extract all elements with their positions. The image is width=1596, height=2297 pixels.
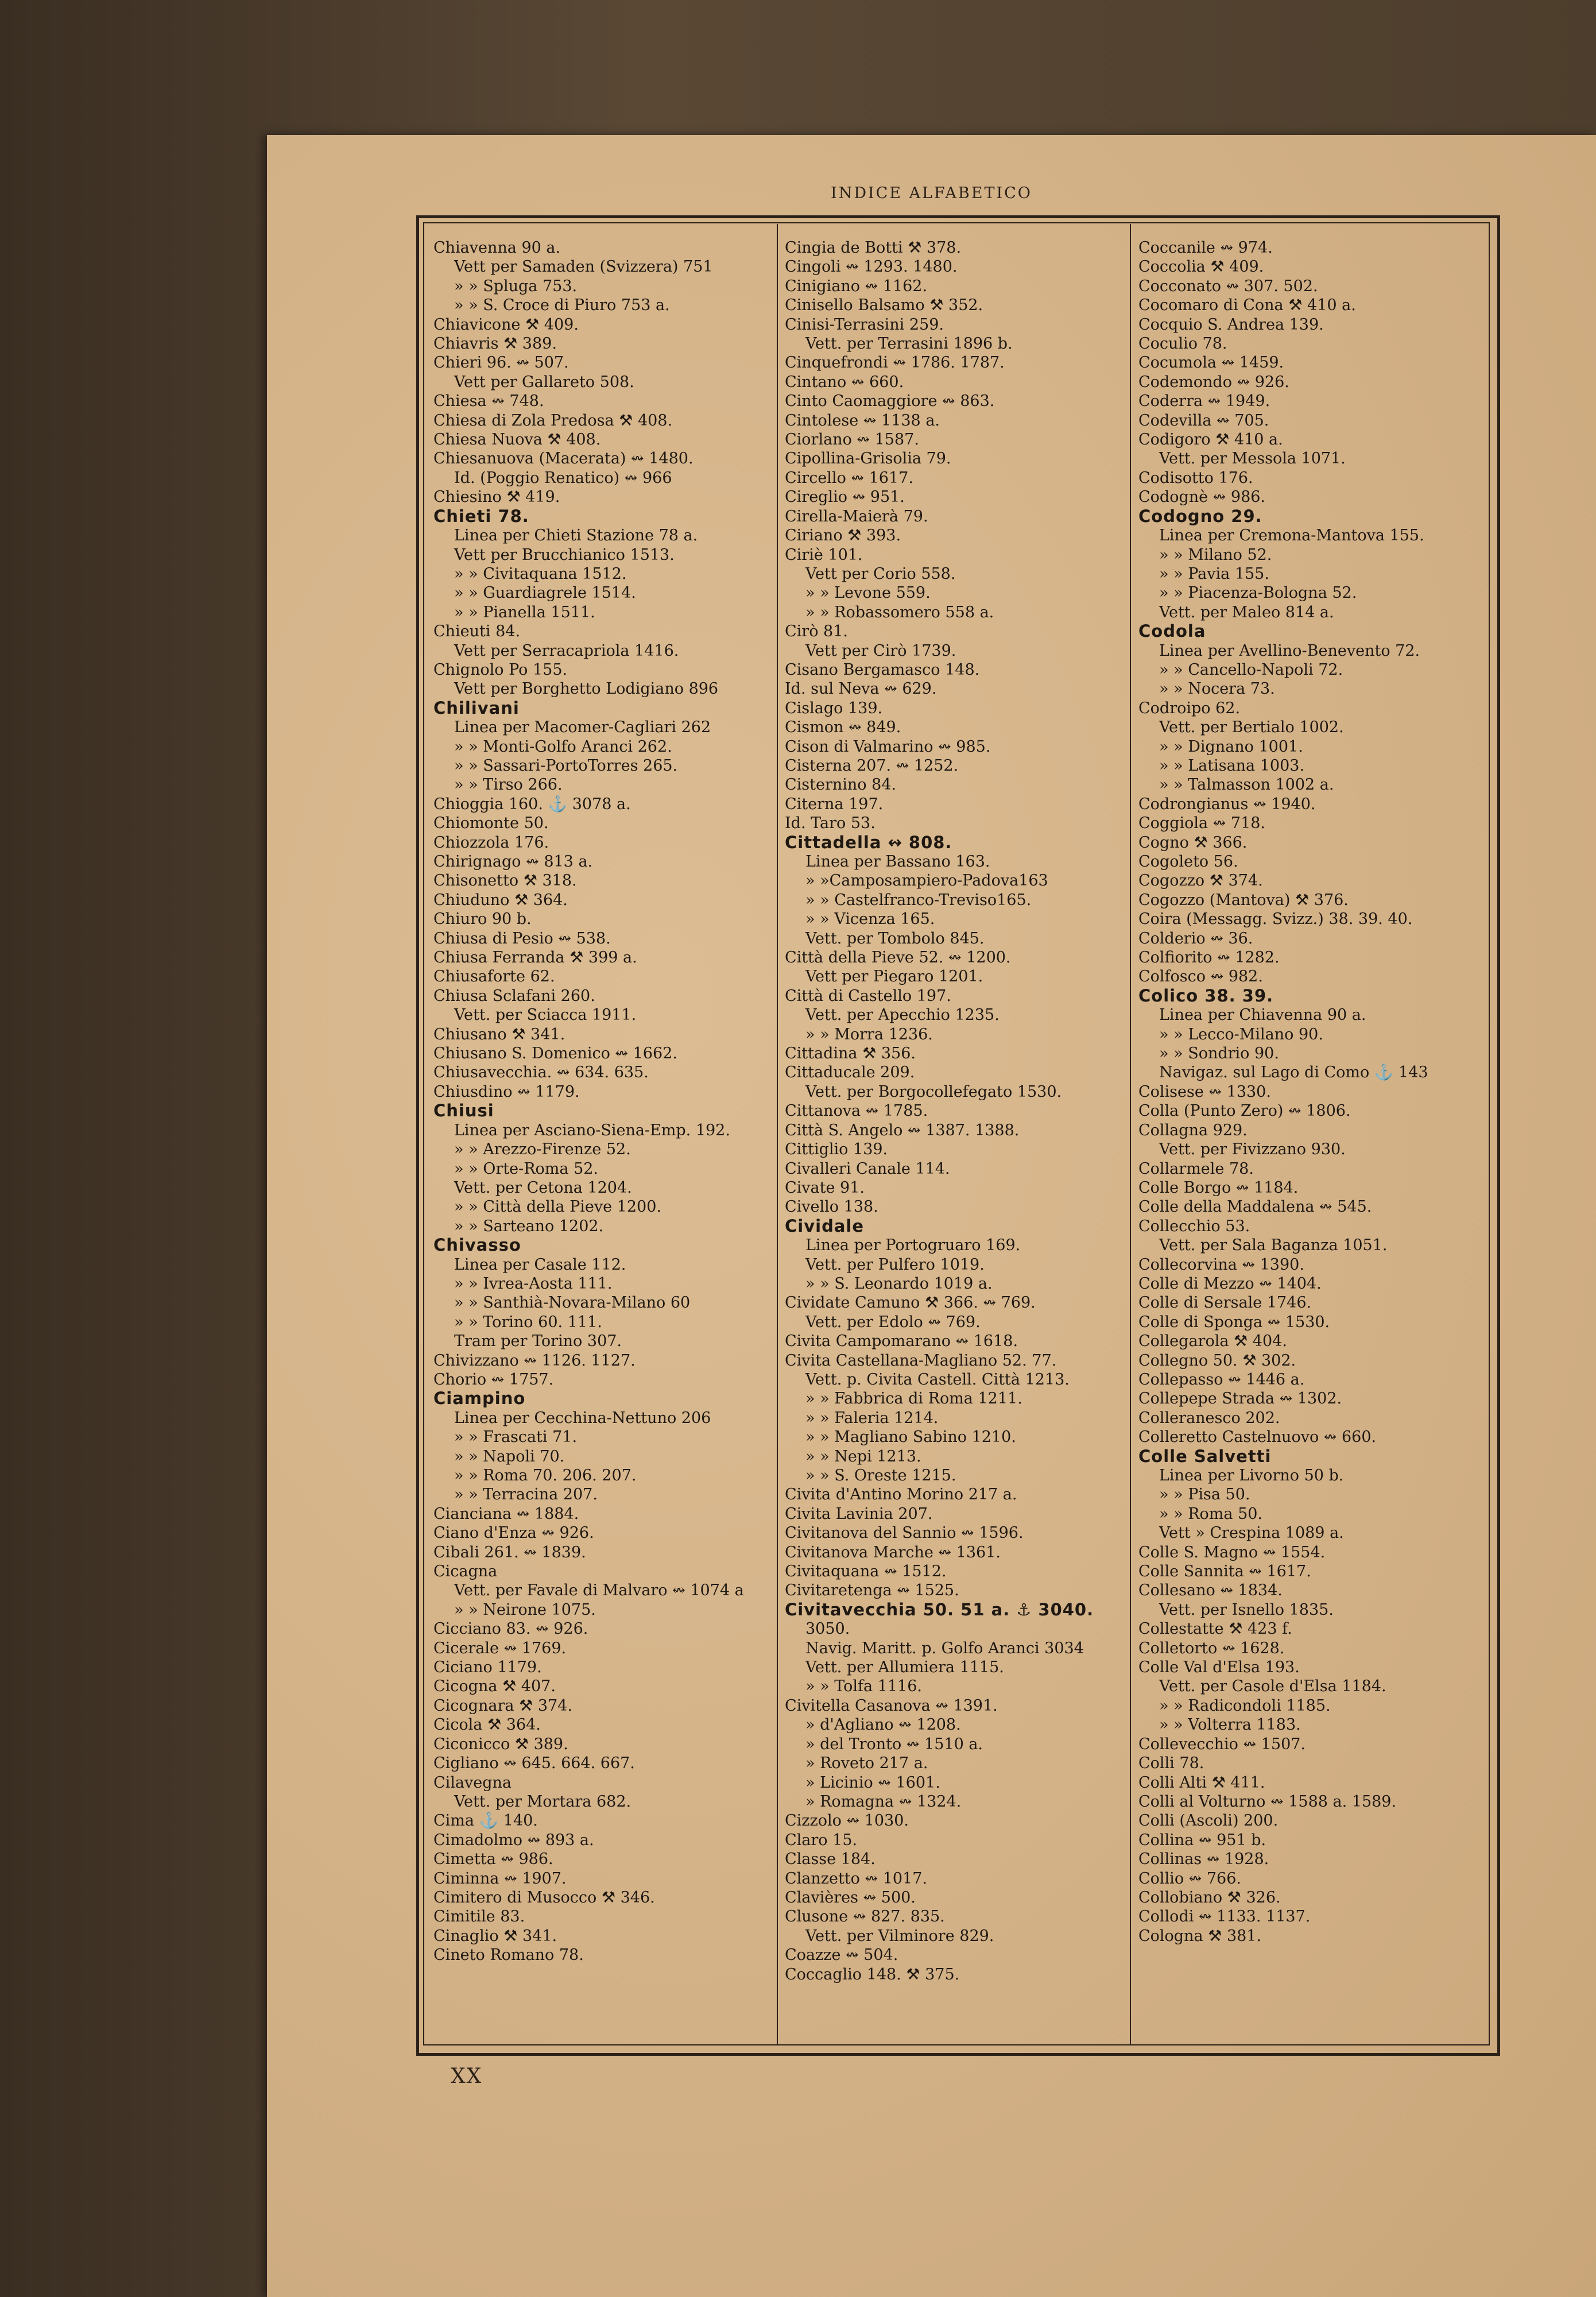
index-entry: Collepepe Strada ↭ 1302. (1138, 1390, 1342, 1408)
index-entry: Cima ⚓ 140. (433, 1812, 538, 1830)
index-entry: Colle di Sponga ↭ 1530. (1138, 1313, 1330, 1331)
index-entry: Ciminna ↭ 1907. (433, 1869, 567, 1888)
index-entry: Classe 184. (785, 1850, 876, 1869)
index-entry: Cocumola ↭ 1459. (1138, 354, 1284, 372)
index-entry: Cinaglio ⚒ 341. (433, 1927, 557, 1945)
index-entry: Vett. per Terrasini 1896 b. (805, 335, 1013, 353)
index-entry: Chiomonte 50. (433, 814, 549, 833)
index-entry: Navig. Maritt. p. Golfo Aranci 3034 (805, 1639, 1084, 1657)
index-entry: Coculio 78. (1138, 335, 1227, 353)
index-entry: Vett. p. Civita Castell. Città 1213. (805, 1370, 1070, 1389)
index-entry: Cinigiano ↭ 1162. (785, 277, 928, 295)
index-heading-entry: Cividale (785, 1216, 865, 1236)
index-page (267, 135, 1596, 2297)
index-entry: Vett. per Allumiera 1115. (805, 1658, 1004, 1677)
index-entry: Cintano ↭ 660. (785, 373, 904, 391)
index-entry: Colle di Mezzo ↭ 1404. (1138, 1274, 1322, 1293)
index-entry: » » Milano 52. (1159, 546, 1272, 564)
index-entry: Chiusano S. Domenico ↭ 1662. (433, 1045, 677, 1063)
index-entry: Cimitero di Musocco ⚒ 346. (433, 1888, 655, 1907)
index-entry: Vett. per Edolo ↭ 769. (805, 1313, 981, 1331)
index-entry: Collagna 929. (1138, 1121, 1248, 1139)
index-entry: Civita Campomarano ↭ 1618. (785, 1332, 1018, 1351)
index-entry: » » Radicondoli 1185. (1159, 1696, 1331, 1715)
index-entry: » » Talmasson 1002 a. (1159, 776, 1334, 794)
index-entry: Vett per Samaden (Svizzera) 751 (454, 258, 713, 276)
index-entry: Collodi ↭ 1133. 1137. (1138, 1908, 1311, 1926)
index-entry: Linea per Portogruaro 169. (805, 1236, 1021, 1255)
index-entry: Chiesa di Zola Predosa ⚒ 408. (433, 411, 673, 430)
index-entry: Chisonetto ⚒ 318. (433, 872, 577, 890)
index-entry: Codemondo ↭ 926. (1138, 373, 1289, 391)
index-entry: Clavières ↭ 500. (785, 1888, 916, 1907)
index-entry: Cividate Camuno ⚒ 366. ↭ 769. (785, 1294, 1036, 1312)
index-entry: Vett. per Apecchio 1235. (805, 1006, 1000, 1024)
index-entry: Vett. per Bertialo 1002. (1159, 718, 1344, 737)
index-entry: Cimetta ↭ 986. (433, 1850, 553, 1869)
index-entry: Vett. per Maleo 814 a. (1159, 603, 1334, 621)
index-entry: Vett. per Favale di Malvaro ↭ 1074 a (454, 1581, 744, 1600)
index-heading-entry: Civitavecchia 50. 51 a. ⚓ 3040. (785, 1600, 1094, 1619)
index-entry: Collio ↭ 766. (1138, 1869, 1241, 1888)
index-entry: Cicogna ⚒ 407. (433, 1677, 556, 1696)
index-entry: Cinisello Balsamo ⚒ 352. (785, 296, 983, 315)
index-entry: Chirignago ↭ 813 a. (433, 853, 593, 871)
index-entry: Colle Val d'Elsa 193. (1138, 1658, 1300, 1677)
index-entry: Vett per Corio 558. (805, 564, 956, 583)
index-entry: Città S. Angelo ↭ 1387. 1388. (785, 1121, 1020, 1139)
index-entry: » » Nepi 1213. (805, 1447, 921, 1465)
index-entry: Vett. per Mortara 682. (454, 1792, 632, 1811)
index-entry: » d'Agliano ↭ 1208. (805, 1716, 961, 1734)
index-entry: Colle S. Magno ↭ 1554. (1138, 1543, 1326, 1561)
index-entry: Cinto Caomaggiore ↭ 863. (785, 392, 995, 411)
index-entry: Colla (Punto Zero) ↭ 1806. (1138, 1102, 1351, 1120)
index-entry: Chiusa Sclafani 260. (433, 987, 595, 1005)
index-entry: Linea per Chiavenna 90 a. (1159, 1006, 1366, 1024)
index-entry: » » Lecco-Milano 90. (1159, 1025, 1323, 1043)
index-entry: Cipollina-Grisolia 79. (785, 450, 951, 468)
index-entry: Cocquio S. Andrea 139. (1138, 315, 1324, 334)
index-entry: Civalleri Canale 114. (785, 1159, 950, 1178)
index-entry: » » Frascati 71. (454, 1428, 578, 1447)
index-entry: Ciano d'Enza ↭ 926. (433, 1524, 594, 1542)
index-entry: Cislago 139. (785, 699, 883, 717)
index-heading-entry: Cittadella ↭ 808. (785, 833, 952, 852)
index-entry: Chiesa Nuova ⚒ 408. (433, 431, 601, 449)
index-entry: Cogno ⚒ 366. (1138, 833, 1248, 852)
index-entry: Civitaquana ↭ 1512. (785, 1563, 947, 1581)
index-entry: » » Pisa 50. (1159, 1486, 1250, 1504)
index-entry: Colfosco ↭ 982. (1138, 968, 1263, 986)
index-entry: Collesano ↭ 1834. (1138, 1581, 1283, 1600)
index-entry: Codisotto 176. (1138, 469, 1253, 487)
index-entry: Vett per Cirò 1739. (805, 641, 956, 660)
index-entry: Cisterna 207. ↭ 1252. (785, 756, 959, 775)
index-entry: » » Dignano 1001. (1159, 737, 1303, 756)
index-entry: Linea per Cecchina-Nettuno 206 (454, 1409, 711, 1427)
index-entry: Ciconicco ⚒ 389. (433, 1735, 568, 1753)
index-entry: Linea per Macomer-Cagliari 262 (454, 718, 711, 737)
index-column-3 (1138, 238, 1477, 2036)
index-entry: Colli 78. (1138, 1754, 1204, 1773)
index-entry: Chignolo Po 155. (433, 660, 568, 679)
index-entry: » Romagna ↭ 1324. (805, 1792, 962, 1811)
index-entry: Colletorto ↭ 1628. (1138, 1639, 1285, 1657)
index-entry: Vett. per Fivizzano 930. (1159, 1140, 1346, 1159)
index-entry: Chiusano ⚒ 341. (433, 1025, 565, 1043)
index-entry: » » S. Croce di Piuro 753 a. (454, 296, 670, 315)
index-entry: Cittadina ⚒ 356. (785, 1045, 916, 1063)
index-entry: Linea per Chieti Stazione 78 a. (454, 527, 698, 545)
index-entry: Civate 91. (785, 1178, 865, 1197)
index-entry: Coderra ↭ 1949. (1138, 392, 1270, 411)
index-entry: » » Arezzo-Firenze 52. (454, 1140, 631, 1159)
index-entry: » » Spluga 753. (454, 277, 578, 295)
index-entry: Collobiano ⚒ 326. (1138, 1888, 1281, 1907)
column-divider-1 (777, 224, 778, 2044)
index-entry: Codroipo 62. (1138, 699, 1241, 717)
index-entry: » » Tirso 266. (454, 776, 563, 794)
index-entry: Cisternino 84. (785, 776, 897, 794)
index-entry: Cismon ↭ 849. (785, 718, 901, 737)
index-entry: Colisese ↭ 1330. (1138, 1082, 1271, 1101)
index-entry: Clanzetto ↭ 1017. (785, 1869, 928, 1888)
index-entry: Chiusa Ferranda ⚒ 399 a. (433, 949, 637, 967)
index-entry: Colle Sannita ↭ 1617. (1138, 1563, 1311, 1581)
index-entry: Coira (Messagg. Svizz.) 38. 39. 40. (1138, 910, 1413, 929)
index-heading-entry: Chiusi (433, 1101, 494, 1121)
index-entry: Città della Pieve 52. ↭ 1200. (785, 949, 1011, 967)
index-entry: Colle della Maddalena ↭ 545. (1138, 1198, 1372, 1216)
index-entry: » » Neirone 1075. (454, 1600, 596, 1619)
index-entry: » » Terracina 207. (454, 1486, 598, 1504)
index-entry: Coccolia ⚒ 409. (1138, 258, 1264, 276)
index-entry: Id. (Poggio Renatico) ↭ 966 (454, 469, 672, 487)
index-entry: » » Cancello-Napoli 72. (1159, 660, 1343, 679)
index-entry: Cogoleto 56. (1138, 853, 1238, 871)
index-entry: Colle di Sersale 1746. (1138, 1294, 1312, 1312)
index-entry: Chiavris ⚒ 389. (433, 335, 557, 353)
index-entry: » » Sarteano 1202. (454, 1217, 604, 1235)
index-entry: Cittanova ↭ 1785. (785, 1102, 928, 1120)
index-entry: Chiusdino ↭ 1179. (433, 1082, 580, 1101)
index-entry: Collarmele 78. (1138, 1159, 1254, 1178)
index-entry: Vett per Brucchianico 1513. (454, 546, 675, 564)
index-entry: Vett. per Messola 1071. (1159, 450, 1346, 468)
index-entry: » » Guardiagrele 1514. (454, 584, 636, 602)
index-entry: » »Camposampiero-Padova163 (805, 872, 1048, 890)
index-entry: Colderio ↭ 36. (1138, 929, 1253, 948)
index-entry: » » Volterra 1183. (1159, 1716, 1301, 1734)
index-entry: » del Tronto ↭ 1510 a. (805, 1735, 983, 1753)
index-entry: Cittaducale 209. (785, 1064, 915, 1082)
index-entry: Cittiglio 139. (785, 1140, 888, 1159)
index-entry: Chieri 96. ↭ 507. (433, 354, 569, 372)
index-entry: Cinquefrondi ↭ 1786. 1787. (785, 354, 1005, 372)
index-entry: Cingia de Botti ⚒ 378. (785, 239, 962, 257)
index-entry: » » Sondrio 90. (1159, 1045, 1279, 1063)
index-entry: Chorio ↭ 1757. (433, 1370, 554, 1389)
index-entry: Chiuro 90 b. (433, 910, 532, 929)
index-entry: Chiusa di Pesio ↭ 538. (433, 929, 611, 948)
index-entry: Codigoro ⚒ 410 a. (1138, 431, 1283, 449)
index-entry: Codognè ↭ 986. (1138, 488, 1266, 506)
index-entry: » » Sassari-PortoTorres 265. (454, 756, 678, 775)
index-entry: » » S. Leonardo 1019 a. (805, 1274, 993, 1293)
index-entry: » » Città della Pieve 1200. (454, 1198, 661, 1216)
index-entry: » » Pianella 1511. (454, 603, 595, 621)
index-entry: Cizzolo ↭ 1030. (785, 1812, 909, 1830)
index-entry: Cirò 81. (785, 622, 848, 641)
index-entry: Chiavicone ⚒ 409. (433, 315, 579, 334)
index-heading-entry: Codola (1138, 622, 1206, 641)
index-entry: Cicola ⚒ 364. (433, 1716, 541, 1734)
index-entry: Collegarola ⚒ 404. (1138, 1332, 1287, 1351)
index-entry: Cison di Valmarino ↭ 985. (785, 737, 991, 756)
index-entry: Città di Castello 197. (785, 987, 951, 1005)
index-entry: Linea per Livorno 50 b. (1159, 1467, 1344, 1484)
index-entry: Chiesanuova (Macerata) ↭ 1480. (433, 450, 694, 468)
index-entry: Cintolese ↭ 1138 a. (785, 411, 940, 430)
index-entry: Cicagna (433, 1563, 498, 1581)
index-entry: » » Roma 50. (1159, 1505, 1263, 1523)
index-entry: Vett per Borghetto Lodigiano 896 (454, 680, 719, 698)
index-entry: Chiusavecchia. ↭ 634. 635. (433, 1064, 649, 1082)
index-entry: Colfiorito ↭ 1282. (1138, 949, 1280, 967)
index-entry: » » Pavia 155. (1159, 564, 1269, 583)
index-entry: » » Civitaquana 1512. (454, 564, 627, 583)
index-entry: Cimitile 83. (433, 1908, 525, 1926)
index-heading-entry: Chivasso (433, 1236, 521, 1255)
index-heading-entry: Chieti 78. (433, 506, 529, 526)
index-entry: Chiozzola 176. (433, 833, 549, 852)
index-entry: Navigaz. sul Lago di Como ⚓ 143 (1159, 1064, 1428, 1082)
index-entry: Cocconato ↭ 307. 502. (1138, 277, 1318, 295)
index-entry: Vett. per Cetona 1204. (454, 1178, 632, 1197)
index-entry: » » S. Oreste 1215. (805, 1467, 956, 1484)
index-entry: » » Fabbrica di Roma 1211. (805, 1390, 1022, 1408)
index-entry: Cologna ⚒ 381. (1138, 1927, 1262, 1945)
index-entry: Ciorlano ↭ 1587. (785, 431, 919, 449)
index-entry: » Licinio ↭ 1601. (805, 1773, 940, 1792)
index-entry: Civitella Casanova ↭ 1391. (785, 1696, 998, 1715)
index-heading-entry: Codogno 29. (1138, 506, 1262, 526)
index-entry: » » Faleria 1214. (805, 1409, 939, 1427)
index-entry: » » Tolfa 1116. (805, 1677, 922, 1696)
index-entry: Collecorvina ↭ 1390. (1138, 1255, 1304, 1274)
index-entry: Vett. per Isnello 1835. (1159, 1600, 1334, 1619)
index-entry: Colleranesco 202. (1138, 1409, 1280, 1427)
page-header: INDICE ALFABETICO (831, 184, 1032, 202)
index-entry: Cirella-Maierà 79. (785, 507, 928, 525)
index-entry: Chiesa ↭ 748. (433, 392, 544, 411)
index-entry: » » Santhià-Novara-Milano 60 (454, 1294, 691, 1312)
index-entry: Cicerale ↭ 1769. (433, 1639, 567, 1657)
index-entry: » » Robassomero 558 a. (805, 603, 994, 621)
index-entry: Chieuti 84. (433, 622, 521, 641)
index-entry: » » Monti-Golfo Aranci 262. (454, 737, 672, 756)
index-entry: » Roveto 217 a. (805, 1754, 928, 1773)
index-entry: Cogozzo ⚒ 374. (1138, 872, 1263, 890)
index-entry: Citerna 197. (785, 795, 884, 813)
index-entry: Vett. per Vilminore 829. (805, 1927, 994, 1945)
index-entry: Cibali 261. ↭ 1839. (433, 1543, 586, 1561)
index-entry: » » Napoli 70. (454, 1447, 565, 1465)
index-entry: Cireglio ↭ 951. (785, 488, 905, 506)
index-entry: Vett » Crespina 1089 a. (1159, 1524, 1344, 1542)
page-number: XX (451, 2064, 483, 2088)
index-entry: Cinisi-Terrasini 259. (785, 315, 944, 334)
index-entry: Chivizzano ↭ 1126. 1127. (433, 1351, 636, 1370)
index-entry: Coccanile ↭ 974. (1138, 239, 1273, 257)
index-entry: Cingoli ↭ 1293. 1480. (785, 258, 958, 276)
index-heading-entry: Colico 38. 39. (1138, 986, 1274, 1006)
index-entry: Vett per Piegaro 1201. (805, 968, 983, 986)
index-entry: » » Magliano Sabino 1210. (805, 1428, 1016, 1447)
index-entry: Ciciano 1179. (433, 1658, 542, 1677)
index-entry: Coccaglio 148. ⚒ 375. (785, 1965, 960, 1983)
index-entry: Vett per Serracapriola 1416. (454, 641, 679, 660)
index-column-2 (785, 238, 1124, 2036)
index-entry: Linea per Avellino-Benevento 72. (1159, 641, 1420, 660)
index-entry: Civello 138. (785, 1198, 878, 1216)
index-entry: Linea per Bassano 163. (805, 853, 990, 871)
index-entry: Collestatte ⚒ 423 f. (1138, 1620, 1292, 1638)
index-entry: Chiusaforte 62. (433, 968, 555, 986)
index-column-1 (433, 238, 772, 2036)
index-entry: Claro 15. (785, 1831, 858, 1849)
index-entry: Circello ↭ 1617. (785, 469, 913, 487)
index-entry: Colli Alti ⚒ 411. (1138, 1773, 1265, 1792)
index-entry: Ciriano ⚒ 393. (785, 527, 901, 545)
index-entry: » » Latisana 1003. (1159, 756, 1305, 775)
index-entry: » » Orte-Roma 52. (454, 1159, 599, 1178)
index-entry: Vett. per Tombolo 845. (805, 929, 985, 948)
index-entry: Vett per Gallareto 508. (454, 373, 634, 391)
index-entry: » » Morra 1236. (805, 1025, 933, 1043)
index-entry: Collegno 50. ⚒ 302. (1138, 1351, 1296, 1370)
index-entry: Vett. per Sala Baganza 1051. (1159, 1236, 1388, 1255)
index-entry: » » Piacenza-Bologna 52. (1159, 584, 1357, 602)
index-entry: Collevecchio ↭ 1507. (1138, 1735, 1306, 1753)
index-entry: Civita Castellana-Magliano 52. 77. (785, 1351, 1057, 1370)
index-entry: Colle Borgo ↭ 1184. (1138, 1178, 1299, 1197)
index-entry: 3050. (805, 1620, 850, 1638)
index-entry: Cilavegna (433, 1773, 512, 1792)
index-entry: Clusone ↭ 827. 835. (785, 1908, 945, 1926)
index-heading-entry: Colle Salvetti (1138, 1447, 1272, 1466)
index-entry: Cisano Bergamasco 148. (785, 660, 980, 679)
index-entry: Civita Lavinia 207. (785, 1505, 933, 1523)
index-entry: Linea per Asciano-Siena-Emp. 192. (454, 1121, 730, 1139)
index-entry: » » Torino 60. 111. (454, 1313, 602, 1331)
index-entry: Cigliano ↭ 645. 664. 667. (433, 1754, 635, 1773)
column-divider-2 (1130, 224, 1131, 2044)
index-entry: Cogozzo (Mantova) ⚒ 376. (1138, 891, 1349, 909)
index-entry: Chiavenna 90 a. (433, 239, 561, 257)
index-entry: Id. Taro 53. (785, 814, 876, 833)
index-entry: Cocomaro di Cona ⚒ 410 a. (1138, 296, 1356, 315)
index-entry: Chiuduno ⚒ 364. (433, 891, 568, 909)
index-entry: Cineto Romano 78. (433, 1946, 584, 1965)
index-entry: Collecchio 53. (1138, 1217, 1250, 1235)
index-entry: » » Ivrea-Aosta 111. (454, 1274, 613, 1293)
index-entry: » » Nocera 73. (1159, 680, 1275, 698)
index-entry: Linea per Casale 112. (454, 1255, 626, 1274)
index-entry: Cicciano 83. ↭ 926. (433, 1620, 588, 1638)
index-entry: Civitaretenga ↭ 1525. (785, 1581, 959, 1600)
index-entry: Chiesino ⚒ 419. (433, 488, 560, 506)
index-entry: Linea per Cremona-Mantova 155. (1159, 527, 1424, 545)
index-entry: Vett. per Sciacca 1911. (454, 1006, 637, 1024)
index-entry: Civitanova Marche ↭ 1361. (785, 1543, 1001, 1561)
index-entry: » » Levone 559. (805, 584, 931, 602)
index-entry: Collepasso ↭ 1446 a. (1138, 1370, 1305, 1389)
index-heading-entry: Ciampino (433, 1389, 526, 1409)
index-entry: Vett. per Borgocollefegato 1530. (805, 1082, 1062, 1101)
index-entry: Colli al Volturno ↭ 1588 a. 1589. (1138, 1792, 1397, 1811)
index-entry: Civita d'Antino Morino 217 a. (785, 1486, 1017, 1504)
index-entry: Collinas ↭ 1928. (1138, 1850, 1269, 1869)
index-entry: Cianciana ↭ 1884. (433, 1505, 579, 1523)
index-entry: » » Roma 70. 206. 207. (454, 1467, 637, 1484)
index-entry: Colleretto Castelnuovo ↭ 660. (1138, 1428, 1377, 1447)
index-entry: Codrongianus ↭ 1940. (1138, 795, 1316, 813)
index-entry: Cimadolmo ↭ 893 a. (433, 1831, 594, 1849)
index-entry: Cicognara ⚒ 374. (433, 1696, 572, 1715)
index-entry: Vett. per Pulfero 1019. (805, 1255, 985, 1274)
index-heading-entry: Chilivani (433, 698, 520, 718)
index-entry: Id. sul Neva ↭ 629. (785, 680, 937, 698)
index-entry: Coggiola ↭ 718. (1138, 814, 1266, 833)
index-entry: Colli (Ascoli) 200. (1138, 1812, 1279, 1830)
index-entry: » » Vicenza 165. (805, 910, 935, 929)
index-entry: » » Castelfranco-Treviso165. (805, 891, 1032, 909)
index-entry: Vett. per Casole d'Elsa 1184. (1159, 1677, 1386, 1696)
index-entry: Coazze ↭ 504. (785, 1946, 898, 1965)
index-entry: Civitanova del Sannio ↭ 1596. (785, 1524, 1024, 1542)
index-entry: Tram per Torino 307. (454, 1332, 622, 1351)
index-entry: Codevilla ↭ 705. (1138, 411, 1269, 430)
index-entry: Ciriè 101. (785, 546, 863, 564)
index-entry: Collina ↭ 951 b. (1138, 1831, 1266, 1849)
index-entry: Chioggia 160. ⚓ 3078 a. (433, 795, 631, 813)
